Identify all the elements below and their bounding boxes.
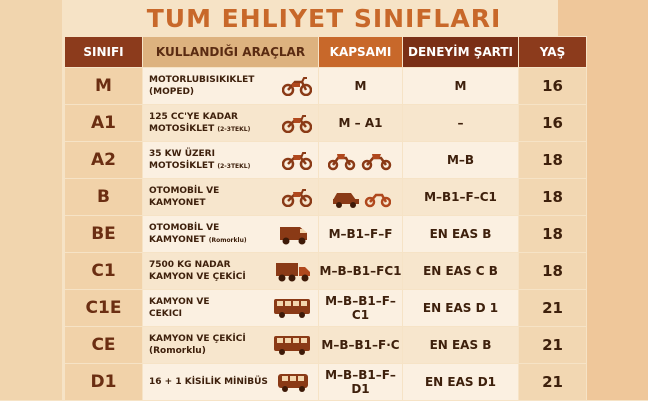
minibus-icon bbox=[276, 371, 312, 393]
table-row bbox=[65, 327, 587, 364]
used-line1: MOTORLUBISIKIKLET bbox=[149, 75, 255, 85]
used-cell bbox=[143, 253, 319, 290]
used-line2: (MOPED) bbox=[149, 87, 195, 97]
used-line2: KAMYONET bbox=[149, 234, 206, 245]
scope-cell: M–B–B1–F–C1 bbox=[319, 290, 403, 327]
title-bar bbox=[0, 0, 648, 36]
experience-cell: EN EAS B bbox=[403, 327, 519, 364]
used-cell bbox=[143, 290, 319, 327]
bus-icon bbox=[272, 297, 312, 319]
header-class: SINIFI bbox=[65, 37, 143, 68]
table-row bbox=[65, 179, 587, 216]
used-line2-note: (2-3TEKL) bbox=[217, 162, 251, 170]
table-row bbox=[65, 290, 587, 327]
used-cell bbox=[143, 179, 319, 216]
used-line1: 125 CC'YE KADAR bbox=[149, 111, 238, 122]
moped-icon bbox=[282, 76, 312, 96]
scope-cell: M – A1 bbox=[319, 105, 403, 142]
age-cell: 18 bbox=[519, 142, 587, 179]
used-line1: 35 KW ÜZERI bbox=[149, 148, 215, 159]
used-line1: 16 + 1 KİSİLİK MİNİBÜS bbox=[149, 377, 268, 387]
used-line2: KAMYON VE ÇEKİCİ bbox=[149, 272, 246, 282]
table-header-row bbox=[65, 37, 587, 68]
experience-cell: EN EAS C B bbox=[403, 253, 519, 290]
experience-cell: – bbox=[403, 105, 519, 142]
header-age: YAŞ bbox=[519, 37, 587, 68]
class-cell: B bbox=[65, 179, 143, 216]
class-cell: BE bbox=[65, 216, 143, 253]
scope-cell bbox=[319, 142, 403, 179]
used-line2: KAMYONET bbox=[149, 198, 206, 208]
used-line1: OTOMOBİL VE bbox=[149, 186, 220, 196]
age-cell: 18 bbox=[519, 179, 587, 216]
used-line2: MOTOSİKLET bbox=[149, 123, 215, 134]
age-cell: 21 bbox=[519, 290, 587, 327]
age-cell: 18 bbox=[519, 216, 587, 253]
scope-cell: M–B–B1–FC1 bbox=[319, 253, 403, 290]
used-line2: CEKICI bbox=[149, 309, 183, 319]
car-icon bbox=[331, 186, 391, 208]
motorcycle-icon bbox=[282, 150, 312, 170]
scope-cell: M bbox=[319, 68, 403, 105]
age-cell: 21 bbox=[519, 327, 587, 364]
bus-icon bbox=[272, 334, 312, 356]
table-row bbox=[65, 253, 587, 290]
header-scope: KAPSAMI bbox=[319, 37, 403, 68]
table-row bbox=[65, 142, 587, 179]
age-cell: 16 bbox=[519, 105, 587, 142]
table-row bbox=[65, 364, 587, 401]
experience-cell: M–B1–F–C1 bbox=[403, 179, 519, 216]
used-cell bbox=[143, 364, 319, 401]
used-line2: MOTOSİKLET bbox=[149, 160, 215, 171]
used-cell bbox=[143, 105, 319, 142]
scope-cell: M–B–B1–F·C bbox=[319, 327, 403, 364]
table-row bbox=[65, 68, 587, 105]
used-cell bbox=[143, 327, 319, 364]
class-cell: A1 bbox=[65, 105, 143, 142]
age-cell: 18 bbox=[519, 253, 587, 290]
table-row bbox=[65, 105, 587, 142]
scope-cell: M–B1–F–F bbox=[319, 216, 403, 253]
truck-icon bbox=[274, 260, 312, 282]
motorcycle-icon bbox=[328, 149, 394, 171]
experience-cell: M bbox=[403, 68, 519, 105]
used-line1: 7500 KG NADAR bbox=[149, 260, 231, 270]
used-line2-note: (Romorklu) bbox=[208, 236, 247, 244]
experience-cell: EN EAS D1 bbox=[403, 364, 519, 401]
used-cell bbox=[143, 142, 319, 179]
motorcycle-icon bbox=[282, 187, 312, 207]
experience-cell: M–B bbox=[403, 142, 519, 179]
license-table bbox=[64, 36, 587, 401]
page-title: TUM EHLIYET SINIFLARI bbox=[129, 4, 520, 33]
header-used-vehicles: KULLANDIĞI ARAÇLAR bbox=[143, 37, 319, 68]
background-panel-left bbox=[0, 0, 62, 400]
age-cell: 21 bbox=[519, 364, 587, 401]
used-cell bbox=[143, 216, 319, 253]
experience-cell: EN EAS D 1 bbox=[403, 290, 519, 327]
class-cell: C1 bbox=[65, 253, 143, 290]
scope-cell bbox=[319, 179, 403, 216]
van-icon bbox=[278, 223, 312, 245]
header-experience: DENEYİM ŞARTI bbox=[403, 37, 519, 68]
used-line1: OTOMOBİL VE bbox=[149, 222, 220, 233]
used-line1: KAMYON VE bbox=[149, 297, 210, 307]
class-cell: D1 bbox=[65, 364, 143, 401]
motorcycle-icon bbox=[282, 113, 312, 133]
used-cell bbox=[143, 68, 319, 105]
used-line2-note: (2-3TEKL) bbox=[217, 125, 251, 133]
class-cell: M bbox=[65, 68, 143, 105]
used-line2: (Romorklu) bbox=[149, 346, 206, 356]
scope-cell: M–B–B1–F–D1 bbox=[319, 364, 403, 401]
class-cell: CE bbox=[65, 327, 143, 364]
class-cell: C1E bbox=[65, 290, 143, 327]
class-cell: A2 bbox=[65, 142, 143, 179]
age-cell: 16 bbox=[519, 68, 587, 105]
experience-cell: EN EAS B bbox=[403, 216, 519, 253]
table-row bbox=[65, 216, 587, 253]
used-line1: KAMYON VE ÇEKİCİ bbox=[149, 334, 246, 344]
